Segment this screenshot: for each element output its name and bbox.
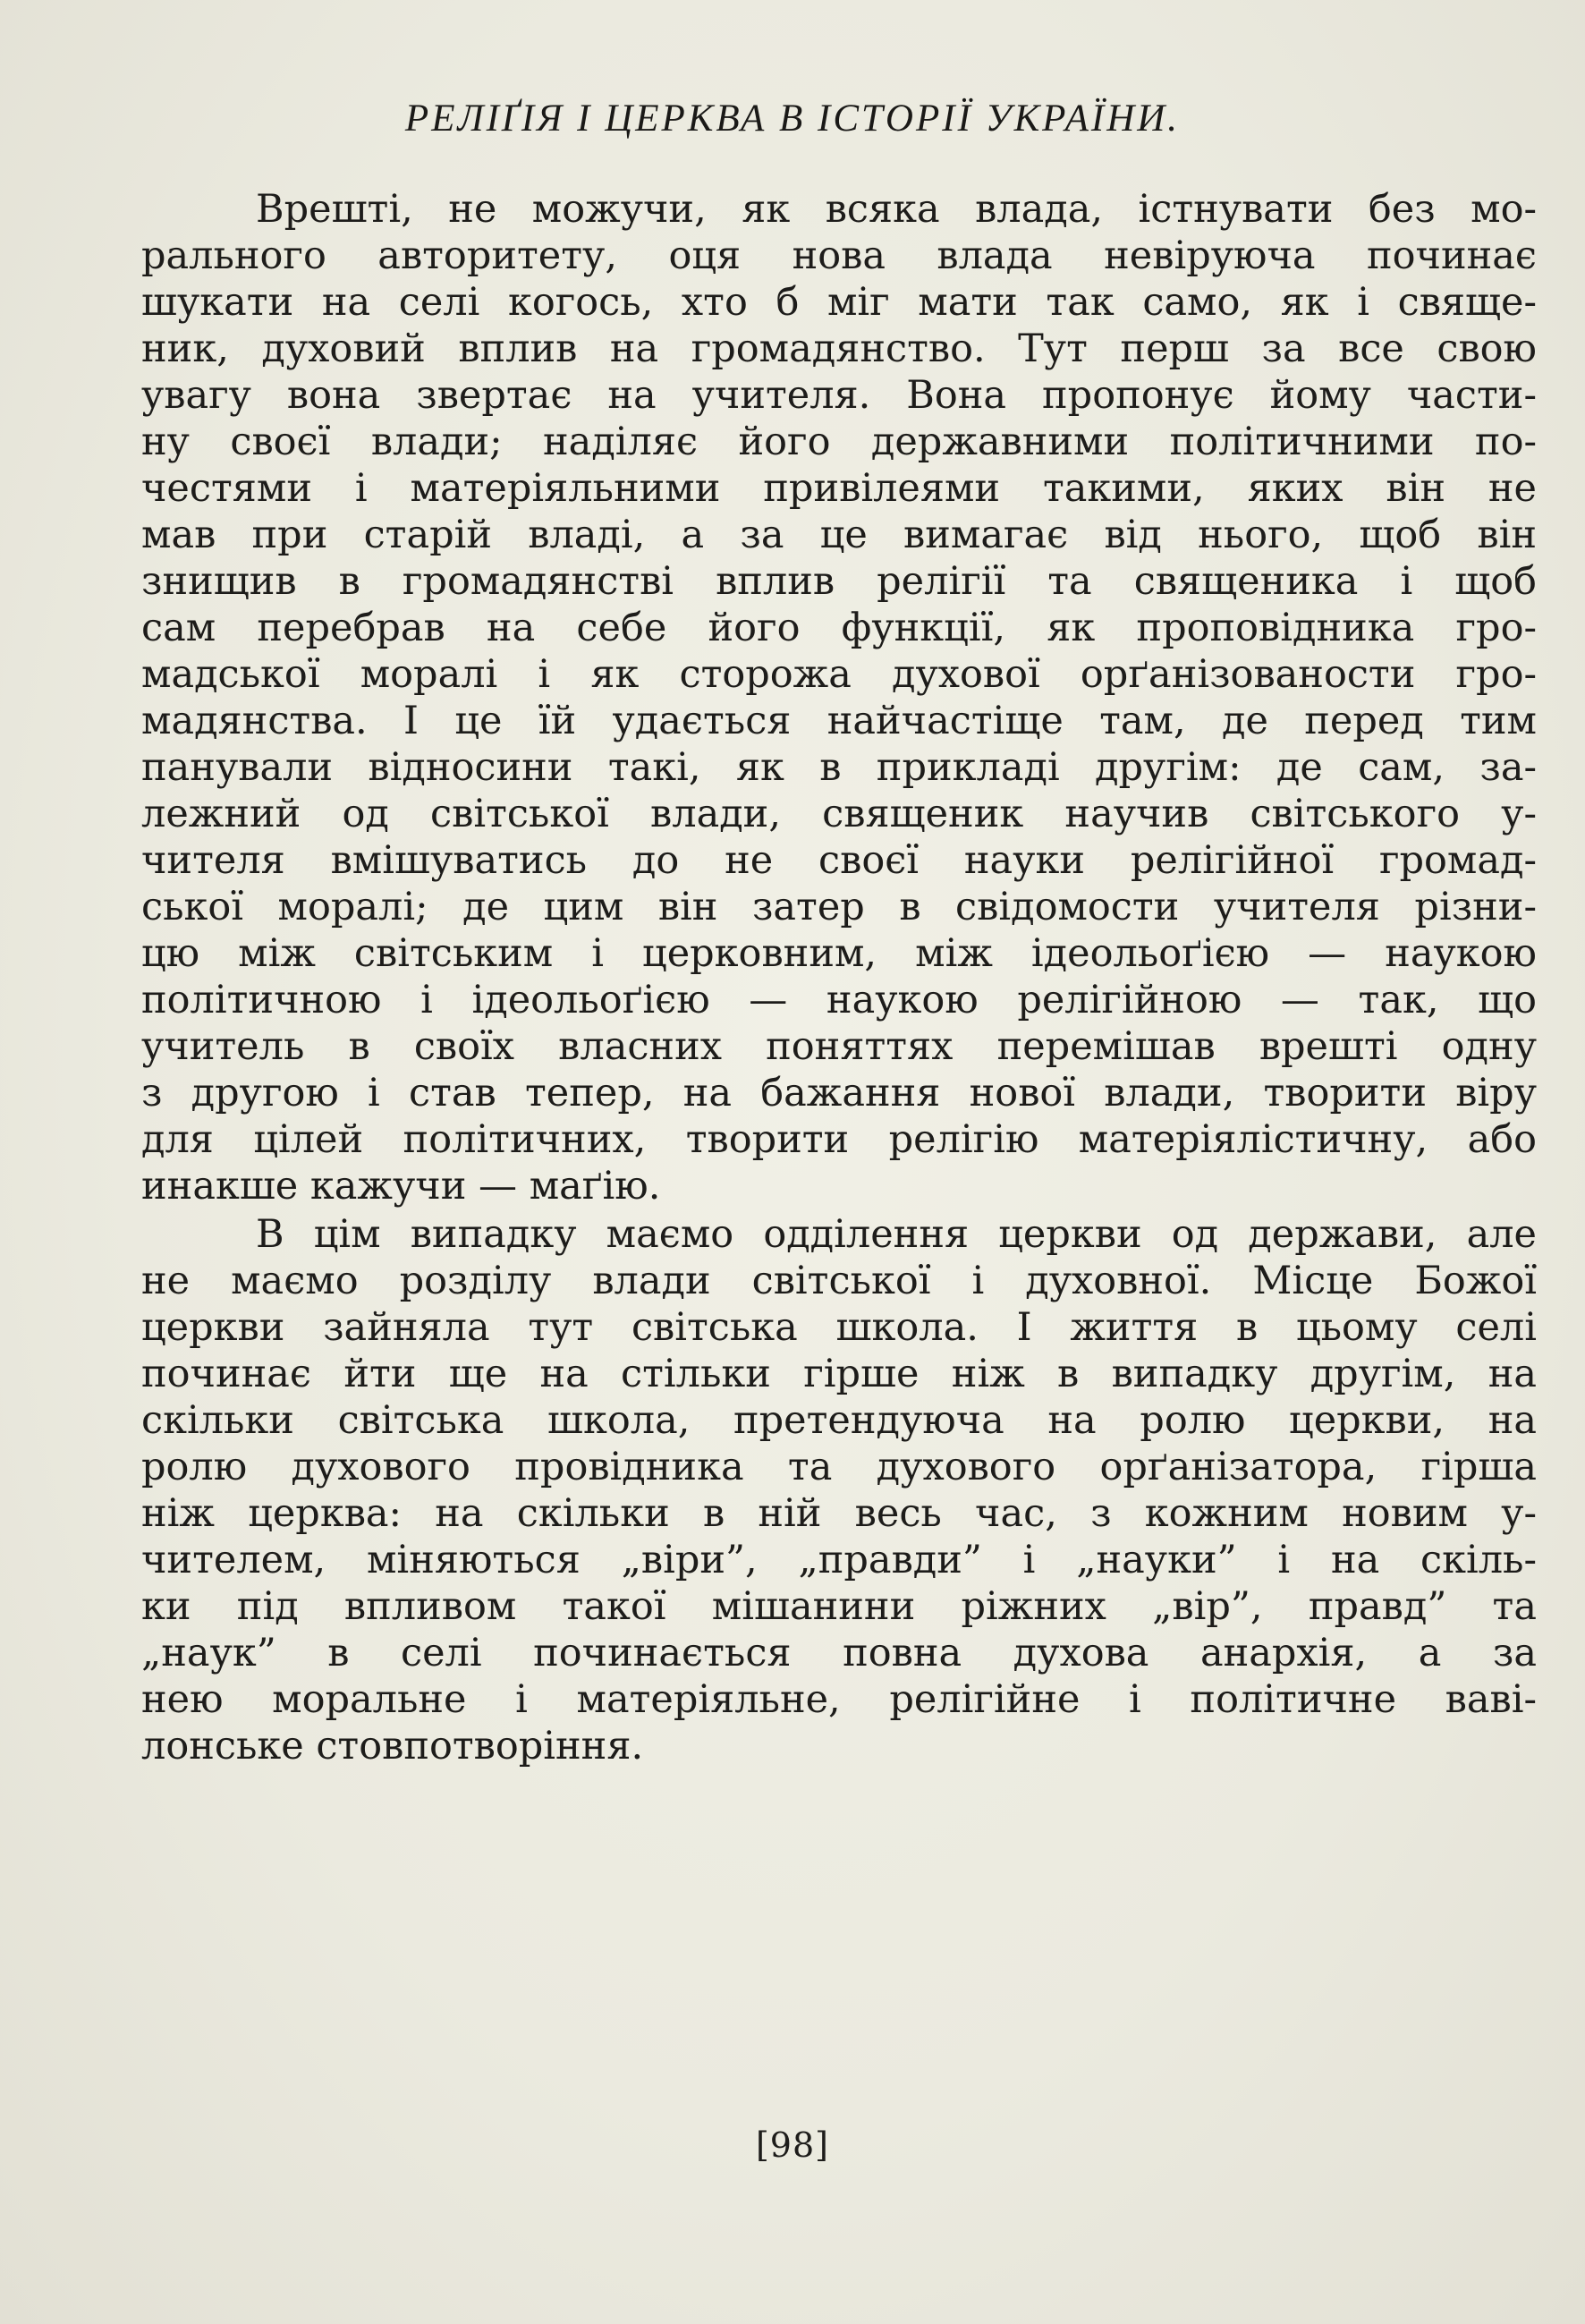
- text-line: ну своєї влади; наділяє його державними політичними по-: [141, 420, 1537, 464]
- text-line: ки під впливом такої мішанини ріжних „вір”, правд” та: [141, 1584, 1537, 1629]
- text-line: В цім випадку маємо одділення церкви од держави, але: [256, 1212, 1537, 1257]
- text-line: нею моральне і матеріяльне, релігійне і політичне вaві-: [141, 1677, 1537, 1722]
- text-line: лежний од світської влади, священик научив світського у-: [141, 792, 1537, 836]
- text-line: мав при старій владі, а за це вимагає від нього, щоб він: [141, 513, 1537, 557]
- text-line: політичною і ідеольоґією — наукою релігійною — так, що: [141, 978, 1537, 1022]
- text-line: сам перебрав на себе його функції, як проповідника гро-: [141, 606, 1537, 650]
- text-line: учитель в своїх власних поняттях перемішав врешті одну: [141, 1024, 1537, 1069]
- text-line: знищив в громадянстві вплив релігії та священика і щоб: [141, 559, 1537, 604]
- text-line: цю між світським і церковним, між ідеольоґією — наукою: [141, 931, 1537, 976]
- paragraph-1: [141, 186, 1537, 1209]
- text-line: для цілей політичних, творити релігію матеріялістичну, або: [141, 1117, 1537, 1162]
- text-line: увагу вона звертає на учителя. Вона пропонує йому части-: [141, 373, 1537, 418]
- text-line: з другою і став тепер, на бажання нової влади, творити віру: [141, 1071, 1537, 1115]
- text-line: скільки світська школа, претендуюча на ролю церкви, на: [141, 1398, 1537, 1443]
- body-text: [141, 186, 1537, 1769]
- page-number: [98]: [755, 2125, 829, 2165]
- text-line: мадянства. І це їй удається найчастіще там, де перед тим: [141, 699, 1537, 743]
- text-line: Врешті, не можучи, як всяка влада, істнувати без мо-: [256, 187, 1537, 232]
- text-line: чителя вмішуватись до не своєї науки релігійної громад-: [141, 838, 1537, 883]
- text-line: шукати на селі когось, хто б міг мати так само, як і свяще-: [141, 280, 1537, 325]
- text-line: починає йти ще на стільки гірше ніж в випадку другім, на: [141, 1352, 1537, 1396]
- text-line: ської моралі; де цим він затер в свідомости учителя різни-: [141, 885, 1537, 929]
- text-line: честями і матеріяльними привілеями такими, яких він не: [141, 466, 1537, 511]
- text-line: чителем, міняються „віри”, „правди” і „науки” і на скіль-: [141, 1538, 1537, 1582]
- running-header: РЕЛІҐІЯ І ЦЕРКВА В ІСТОРІЇ УКРАЇНИ.: [404, 98, 1181, 140]
- text-line: ник, духовий вплив на громадянство. Тут перш за все свою: [141, 327, 1537, 371]
- text-line: ніж церква: на скільки в ній весь час, з кожним новим у-: [141, 1491, 1537, 1536]
- text-line: „наук” в селі починається повна духова анархія, а за: [141, 1631, 1537, 1675]
- text-line: не маємо розділу влади світської і духовної. Місце Божої: [141, 1259, 1537, 1303]
- text-line: инакше кажучи — маґію.: [141, 1164, 661, 1209]
- text-line: панували відносини такі, як в прикладі другім: де сам, за-: [141, 745, 1537, 790]
- text-line: церкви зайняла тут світська школа. І життя в цьому селі: [141, 1305, 1537, 1350]
- text-line: рального авторитету, оця нова влада невіруюча починає: [141, 233, 1537, 278]
- text-line: лонське стовпотворіння.: [141, 1724, 644, 1768]
- text-line: ролю духового провідника та духового орґанізатора, гірша: [141, 1445, 1537, 1489]
- text-line: мадської моралі і як сторожа духової орґанізованости гро-: [141, 652, 1537, 697]
- paragraph-2: [141, 1211, 1537, 1769]
